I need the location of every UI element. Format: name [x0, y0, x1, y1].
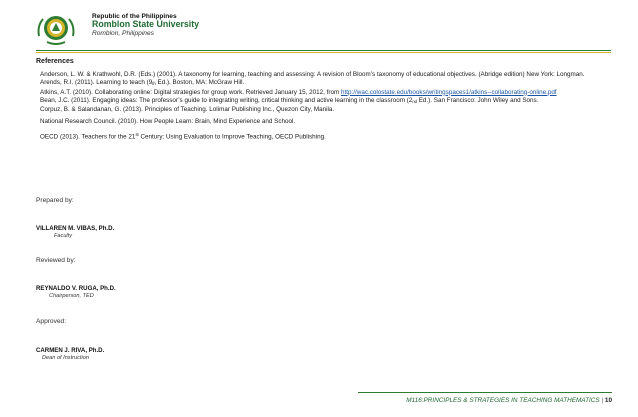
prepared-by-label: Prepared by: [36, 197, 74, 204]
reference-item: Atkins, A.T. (2010). Collaborating online: Digital strategies for group work. Retrieved January 15, 2012, from http://wac.colostate.edu/books/writingspaces1/atkins--collaborating-online.pdf [40, 88, 557, 96]
header-divider-green [36, 50, 611, 51]
footer-divider [358, 392, 612, 393]
reference-item: National Research Council. (2010). How People Learn: Brain, Mind Experience and School. [40, 118, 296, 126]
university-name: Romblon State University [92, 19, 200, 30]
university-location: Romblon, Philippines [92, 30, 154, 38]
approver-role: Dean of Instruction [42, 355, 89, 361]
reference-item: Bean, J.C. (2011). Engaging ideas: The professor’s guide to integrating writing, critical thinking and active learning in the classroom ($2_{nd}$ Ed.). San Francisco: John Wiley and Sons. [40, 96, 539, 104]
references-list [40, 71, 610, 142]
page-number: 10 [604, 397, 612, 404]
reference-link[interactable]: http://wac.colostate.edu/books/writingspaces1/atkins--collaborating-online.pdf [341, 88, 557, 96]
page-header [0, 0, 638, 52]
reference-item: Arends, R.I. (2011). Learning to teach ($9_{th}$ Ed.). Boston, MA: McGraw Hill. [40, 79, 245, 87]
reference-item: Corpuz, B. & Salandanan, G. (2013). Principles of Teaching. Lolimar Publishing Inc., Quezon City, Manila. [40, 106, 335, 114]
approver-name: CARMEN J. RIVA, Ph.D. [36, 347, 105, 354]
reviewer-role: Chairperson, TED [49, 293, 94, 299]
preparer-name: VILLAREN M. VIBAS, Ph.D. [36, 225, 115, 232]
header-divider-gold [36, 52, 611, 53]
university-seal-icon [36, 12, 76, 46]
reference-item: OECD (2013). Teachers for the 21st Century: Using Evaluation to Improve Teaching, OECD Publishing. [40, 131, 326, 141]
footer-separator: | [601, 397, 604, 404]
references-heading: References [36, 58, 74, 65]
reviewer-name: REYNALDO V. RUGA, Ph.D. [36, 285, 116, 292]
country-label: Republic of the Philippines [92, 13, 177, 20]
reviewed-by-label: Reviewed by: [36, 257, 76, 264]
approved-label: Approved: [36, 318, 67, 325]
footer-course-title: M116:PRINCIPLES & STRATEGIES IN TEACHING MATHEMATICS [406, 397, 600, 404]
page-footer [406, 397, 612, 404]
preparer-role: Faculty [54, 233, 73, 239]
reference-item: Anderson, L. W. & Krathwohl, D.R. (Eds.) (2001). A taxonomy for learning, teaching and assessing: A revision of Bloom’s taxonomy of educational objectives. (Abridge edition) New York: Longman. [40, 71, 585, 78]
